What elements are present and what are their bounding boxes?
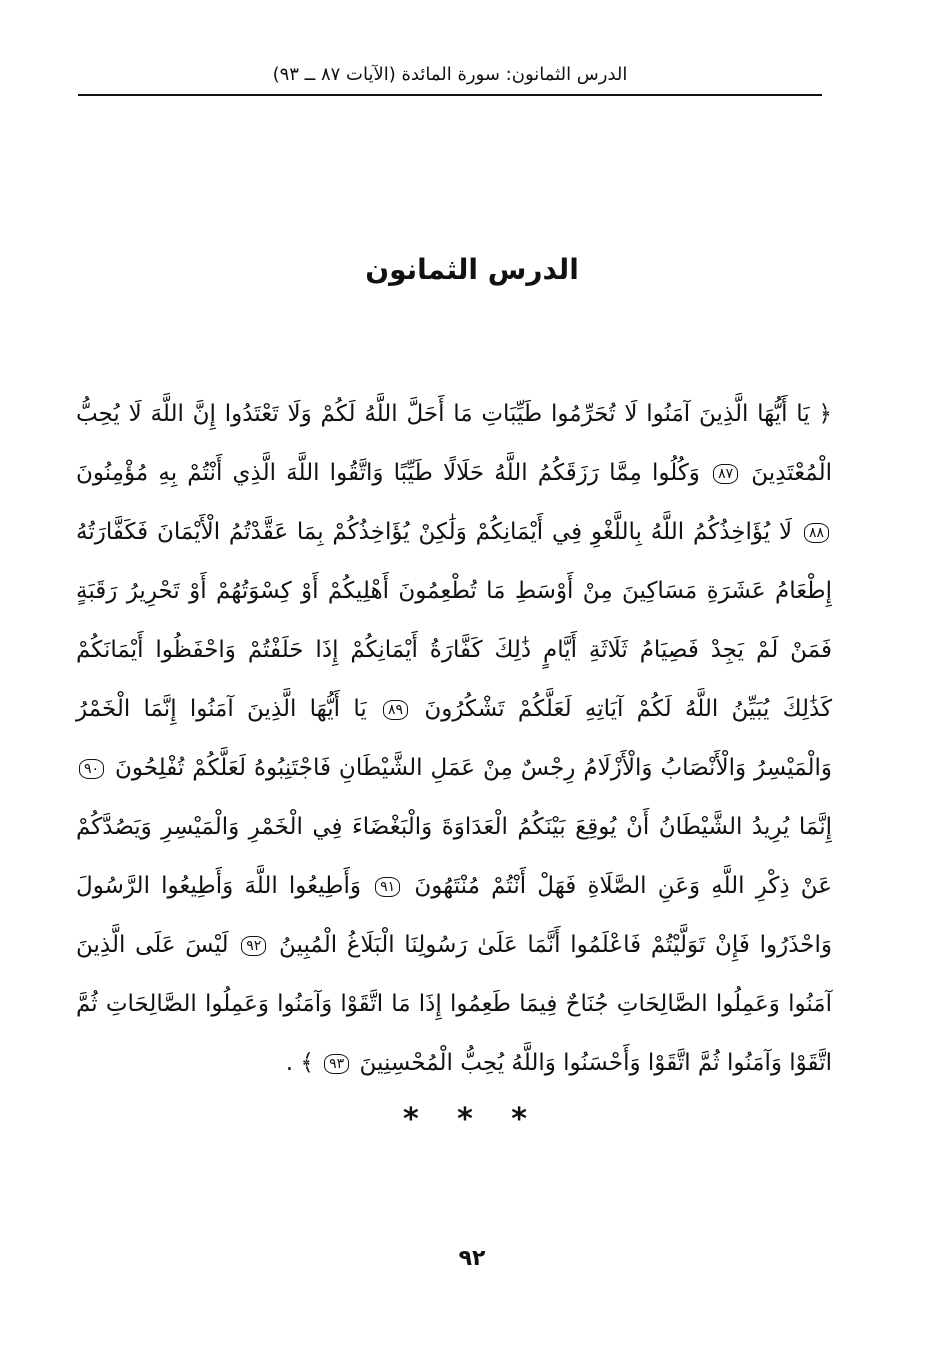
quran-close-bracket: ﴾ xyxy=(300,1050,314,1076)
running-header-title: الدرس الثمانون: سورة المائدة (الآيات ٨٧ ــ ٩٣) xyxy=(272,64,628,85)
ayah-text: لَيْسَ عَلَى الَّذِينَ آمَنُوا وَعَمِلُوا الصَّالِحَاتِ جُنَاحٌ فِيمَا طَعِمُوا إِذَا مَا اتَّقَوْا وَآمَنُوا وَعَمِلُوا الصَّالِحَاتِ ثُمَّ اتَّقَوْا وَآمَنُوا ثُمَّ اتَّقَوْا وَأَحْسَنُوا وَاللَّهُ يُحِبُّ الْمُحْسِنِينَ xyxy=(76,932,832,1076)
ayah-text: يَا أَيُّهَا الَّذِينَ آمَنُوا إِنَّمَا الْخَمْرُ وَالْمَيْسِرُ وَالْأَنْصَابُ وَالْأَزْلَامُ رِجْسٌ مِنْ عَمَلِ الشَّيْطَانِ فَاجْتَنِبُوهُ لَعَلَّكُمْ تُفْلِحُونَ xyxy=(76,696,832,781)
ayah-text: يَا أَيُّهَا الَّذِينَ آمَنُوا لَا تُحَرِّمُوا طَيِّبَاتِ مَا أَحَلَّ اللَّهُ لَكُمْ وَلَا تَعْتَدُوا إِنَّ اللَّهَ لَا يُحِبُّ الْمُعْتَدِينَ xyxy=(76,401,832,486)
terminal-period: . xyxy=(285,1050,294,1076)
running-header xyxy=(78,58,822,96)
section-separator: * * * xyxy=(403,1102,541,1137)
ayah-text: وَكُلُوا مِمَّا رَزَقَكُمُ اللَّهُ حَلَالًا طَيِّبًا وَاتَّقُوا اللَّهَ الَّذِي أَنْتُمْ بِهِ مُؤْمِنُونَ xyxy=(76,460,700,486)
page-number: ٩٢ xyxy=(458,1246,486,1271)
ayah-text: إِنَّمَا يُرِيدُ الشَّيْطَانُ أَنْ يُوقِعَ بَيْنَكُمُ الْعَدَاوَةَ وَالْبَغْضَاءَ فِي الْخَمْرِ وَالْمَيْسِرِ وَيَصُدَّكُمْ عَنْ ذِكْرِ اللَّهِ وَعَنِ الصَّلَاةِ فَهَلْ أَنْتُمْ مُنْتَهُونَ xyxy=(76,814,832,899)
ayah-number-marker: ٨٧ xyxy=(713,464,738,484)
ayah-number-marker: ٨٩ xyxy=(383,700,408,720)
ayah-number-marker: ٩٣ xyxy=(324,1054,349,1074)
ayah-number-marker: ٩٠ xyxy=(79,759,104,779)
ayah-number-marker: ٨٨ xyxy=(804,523,829,543)
ayah-text: لَا يُؤَاخِذُكُمُ اللَّهُ بِاللَّغْوِ فِي أَيْمَانِكُمْ وَلَٰكِنْ يُؤَاخِذُكُمْ بِمَا عَقَّدْتُمُ الْأَيْمَانَ فَكَفَّارَتُهُ إِطْعَامُ عَشَرَةِ مَسَاكِينَ مِنْ أَوْسَطِ مَا تُطْعِمُونَ أَهْلِيكُمْ أَوْ كِسْوَتُهُمْ أَوْ تَحْرِيرُ رَقَبَةٍ فَمَنْ لَمْ يَجِدْ فَصِيَامُ ثَلَاثَةِ أَيَّامٍ ذَٰلِكَ كَفَّارَةُ أَيْمَانِكُمْ إِذَا حَلَفْتُمْ وَاحْفَظُوا أَيْمَانَكُمْ كَذَٰلِكَ يُبَيِّنُ اللَّهُ لَكُمْ آيَاتِهِ لَعَلَّكُمْ تَشْكُرُونَ xyxy=(76,519,833,722)
ayah-number-marker: ٩١ xyxy=(375,877,400,897)
ayah-number-marker: ٩٢ xyxy=(241,936,266,956)
quran-passage xyxy=(76,385,832,1093)
quran-open-bracket: ﴿ xyxy=(818,401,833,427)
lesson-title: الدرس الثمانون xyxy=(365,253,579,286)
ayah-text: وَأَطِيعُوا اللَّهَ وَأَطِيعُوا الرَّسُولَ وَاحْذَرُوا فَإِنْ تَوَلَّيْتُمْ فَاعْلَمُوا أَنَّمَا عَلَىٰ رَسُولِنَا الْبَلَاغُ الْمُبِينُ xyxy=(76,873,832,958)
